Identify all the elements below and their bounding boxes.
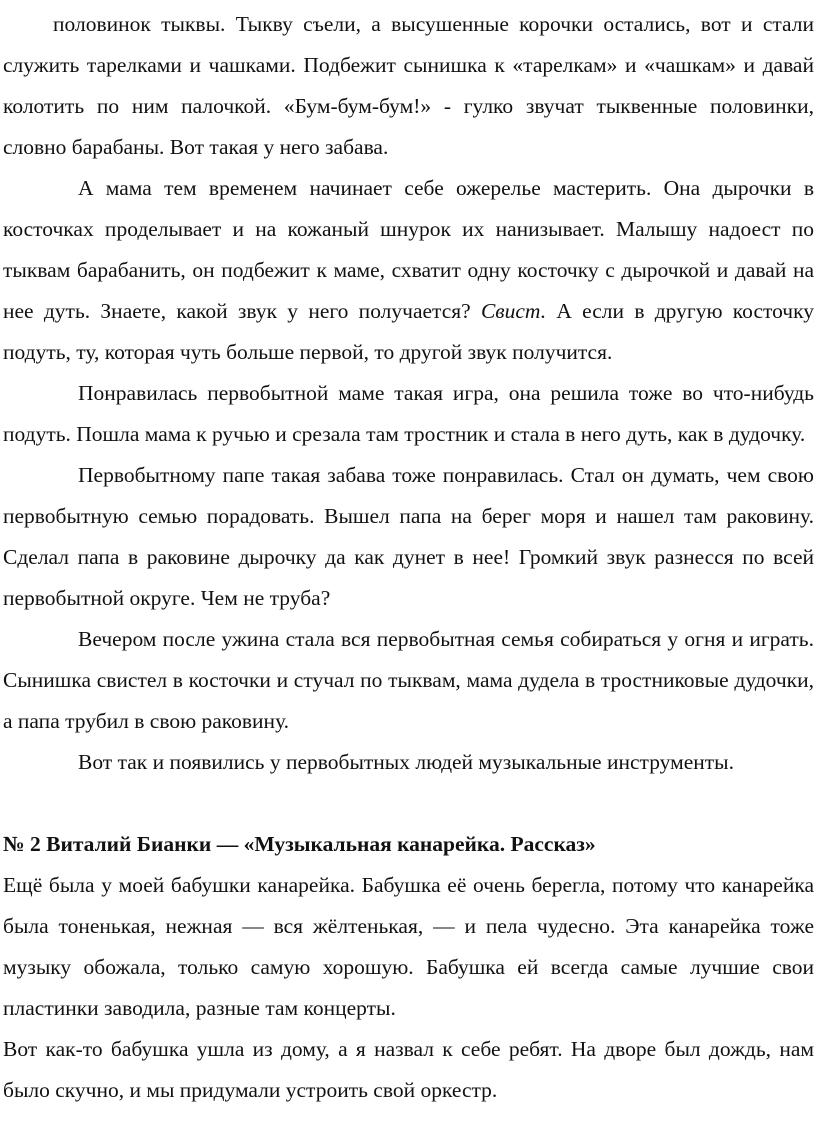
section-heading: № 2 Виталий Бианки — «Музыкальная канарейка. Рассказ» [3, 832, 596, 856]
paragraph-papa-shell: Первобытному папе такая забава тоже понравилась. Стал он думать, чем свою первобытную семью порадовать. Вышел папа на берег моря и нашел там раковину. Сделал папа в раковине дырочку да как дунет в нее! Громкий звук разнесся по всей первобытной округе. Чем не труба? [3, 463, 814, 610]
paragraph-mama-necklace [3, 168, 814, 373]
italic-word: Свист. [480, 299, 547, 323]
blank-line [3, 783, 814, 824]
paragraph-mama-reed: Понравилась первобытной маме такая игра, она решила тоже во что-нибудь подуть. Пошла мама к ручью и срезала там тростник и стала в него дуть, как в дудочку. [3, 381, 814, 446]
paragraph-conclusion: Вот так и появились у первобытных людей музыкальные инструменты. [78, 750, 734, 774]
paragraph-continuation: половинок тыквы. Тыкву съели, а высушенные корочки остались, вот и стали служить тарелками и чашками. Подбежит сынишка к «тарелкам» и «чашкам» и давай колотить по ним палочкой. «Бум-бум-бум!» - гулко звучат тыквенные половинки, словно барабаны. Вот такая у него забава. [3, 12, 814, 159]
paragraph-text: А мама тем временем начинает себе ожерелье мастерить. Она дырочки в косточках проделывает и на кожаный шнурок их нанизывает. Малышу надоест по тыквам барабанить, он подбежит к маме, схватит одну косточку с дырочкой и давай на нее дуть. Знаете, какой звук у него получается? [3, 176, 814, 323]
paragraph-canary: Ещё была у моей бабушки канарейка. Бабушка её очень берегла, потому что канарейка была тоненькая, нежная — вся жёлтенькая, — и пела чудесно. Эта канарейка тоже музыку обожала, только самую хорошую. Бабушка ей всегда самые лучшие свои пластинки заводила, разные там концерты. [3, 873, 814, 1020]
paragraph-orchestra: Вот как-то бабушка ушла из дому, а я назвал к себе ребят. На дворе был дождь, нам было скучно, и мы придумали устроить свой оркестр. [3, 1037, 814, 1102]
paragraph-family-evening: Вечером после ужина стала вся первобытная семья собираться у огня и играть. Сынишка свистел в косточки и стучал по тыквам, мама дудела в тростниковые дудочки, а папа трубил в свою раковину. [3, 627, 814, 733]
paragraph-text: А если в другую косточку подуть, ту, которая чуть больше первой, то другой звук получится. [3, 299, 814, 364]
